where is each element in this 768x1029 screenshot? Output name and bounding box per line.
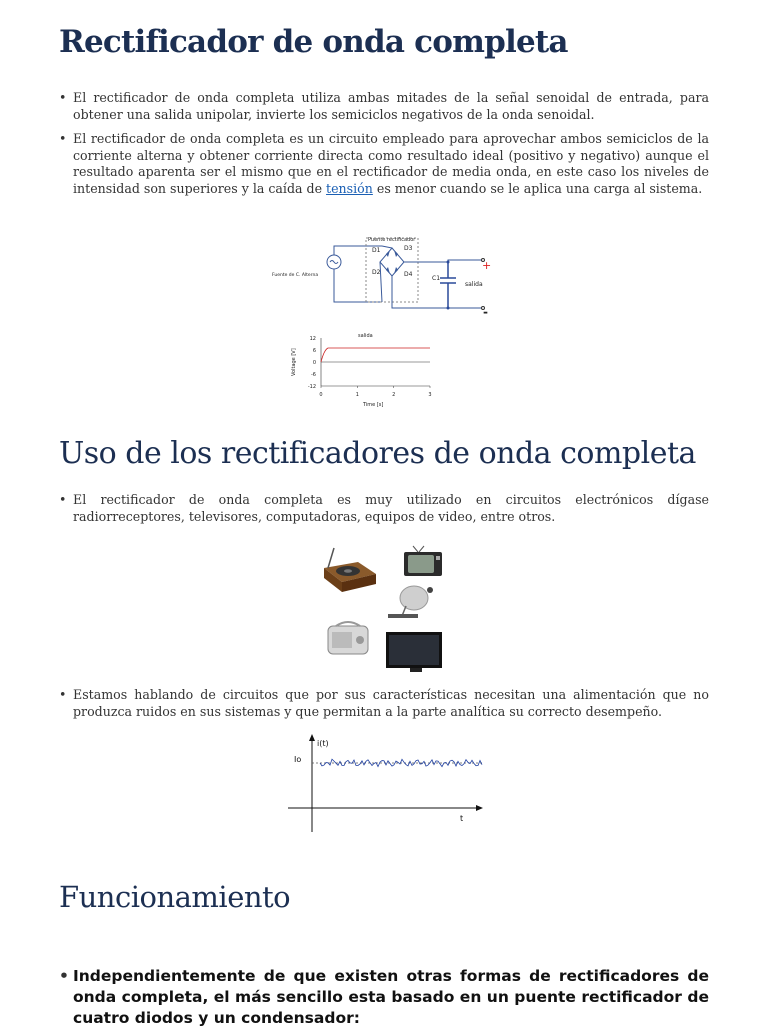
diode-symbols (386, 250, 398, 274)
tension-link[interactable]: tensión (326, 180, 373, 196)
satellite-dish-image (388, 586, 433, 618)
output-label: salida (465, 281, 483, 288)
d1-label: D1 (372, 247, 381, 254)
plus-terminal: + (482, 259, 492, 272)
d3-label: D3 (404, 245, 413, 252)
turntable-image (324, 548, 376, 592)
level-label: Io (294, 755, 302, 764)
c1-label: C1 (432, 275, 441, 282)
radio-image (328, 622, 368, 654)
x-tick-label: 0 (319, 392, 323, 398)
bullet-list-noise (59, 687, 709, 720)
bullet-item: • Estamos hablando de circuitos que por sus características necesitan una alimentación que no produzca ruidos en sus sistemas y que permitan a la parte analítica su correcto desempeño. (59, 687, 709, 720)
bullet-item: • El rectificador de onda completa utiliza ambas mitades de la señal senoidal de entrada, para obtener una salida unipolar, invierte los semiciclos negativos de la onda senoidal. (59, 90, 709, 123)
x-axis-label: t (460, 814, 464, 823)
y-tick-label: -12 (307, 384, 316, 390)
y-axis-label: i(t) (317, 739, 329, 748)
section-title-uso: Uso de los rectificadores de onda completa (59, 436, 696, 471)
bullet-text: es menor cuando se le aplica una carga al sistema. (372, 180, 703, 196)
x-axis-label: Time [s] (363, 402, 384, 408)
bullet-list-intro (59, 90, 709, 197)
bullet-list-operation (59, 966, 709, 1029)
x-tick-label: 2 (392, 392, 396, 398)
flat-tv-image (386, 632, 442, 672)
d2-label: D2 (372, 269, 381, 276)
bullet-item: • El rectificador de onda completa es muy utilizado en circuitos electrónicos dígase radiorreceptores, televisores, computadoras, equipos de video, entre otros. (59, 492, 709, 525)
ripple-current-plot (286, 732, 486, 836)
bridge-label: Puente rectificador (368, 237, 416, 243)
bridge-rectifier-circuit (270, 228, 500, 320)
source-label: Fuente de C. Alterna (272, 273, 319, 278)
section-title-funcionamiento: Funcionamiento (59, 880, 291, 914)
section-title-rectificador: Rectificador de onda completa (59, 24, 568, 60)
plot-title: salida (358, 333, 373, 339)
bullet-list-usage (59, 492, 709, 525)
y-tick-label: -6 (311, 372, 316, 378)
minus-terminal: - (483, 305, 488, 319)
bullet-item: • Independientemente de que existen otras formas de rectificadores de onda completa, el más sencillo esta basado en un puente rectificador de cuatro diodos y un condensador: (59, 966, 709, 1029)
y-tick-label: 0 (312, 360, 316, 366)
y-axis-label: Voltage [V] (291, 348, 297, 376)
x-tick-label: 3 (428, 392, 432, 398)
d4-label: D4 (404, 271, 413, 278)
output-curve (321, 348, 430, 362)
x-tick-label: 1 (355, 392, 359, 398)
y-tick-label: 12 (309, 336, 316, 342)
devices-illustration (318, 540, 448, 674)
bullet-text: El rectificador de onda completa es un circuito empleado para aprovechar ambos semiciclos de la corriente alterna y obtener corriente directa como resultado ideal (positivo y negativo) aunque el resultado aparenta ser el mismo que en el rectificador de media onda, en este caso los niveles de intensidad son superiores y la caída de (73, 131, 709, 196)
television-image (404, 546, 442, 576)
bullet-item (59, 131, 709, 197)
y-tick-label: 6 (312, 348, 316, 354)
output-voltage-plot (282, 328, 442, 410)
